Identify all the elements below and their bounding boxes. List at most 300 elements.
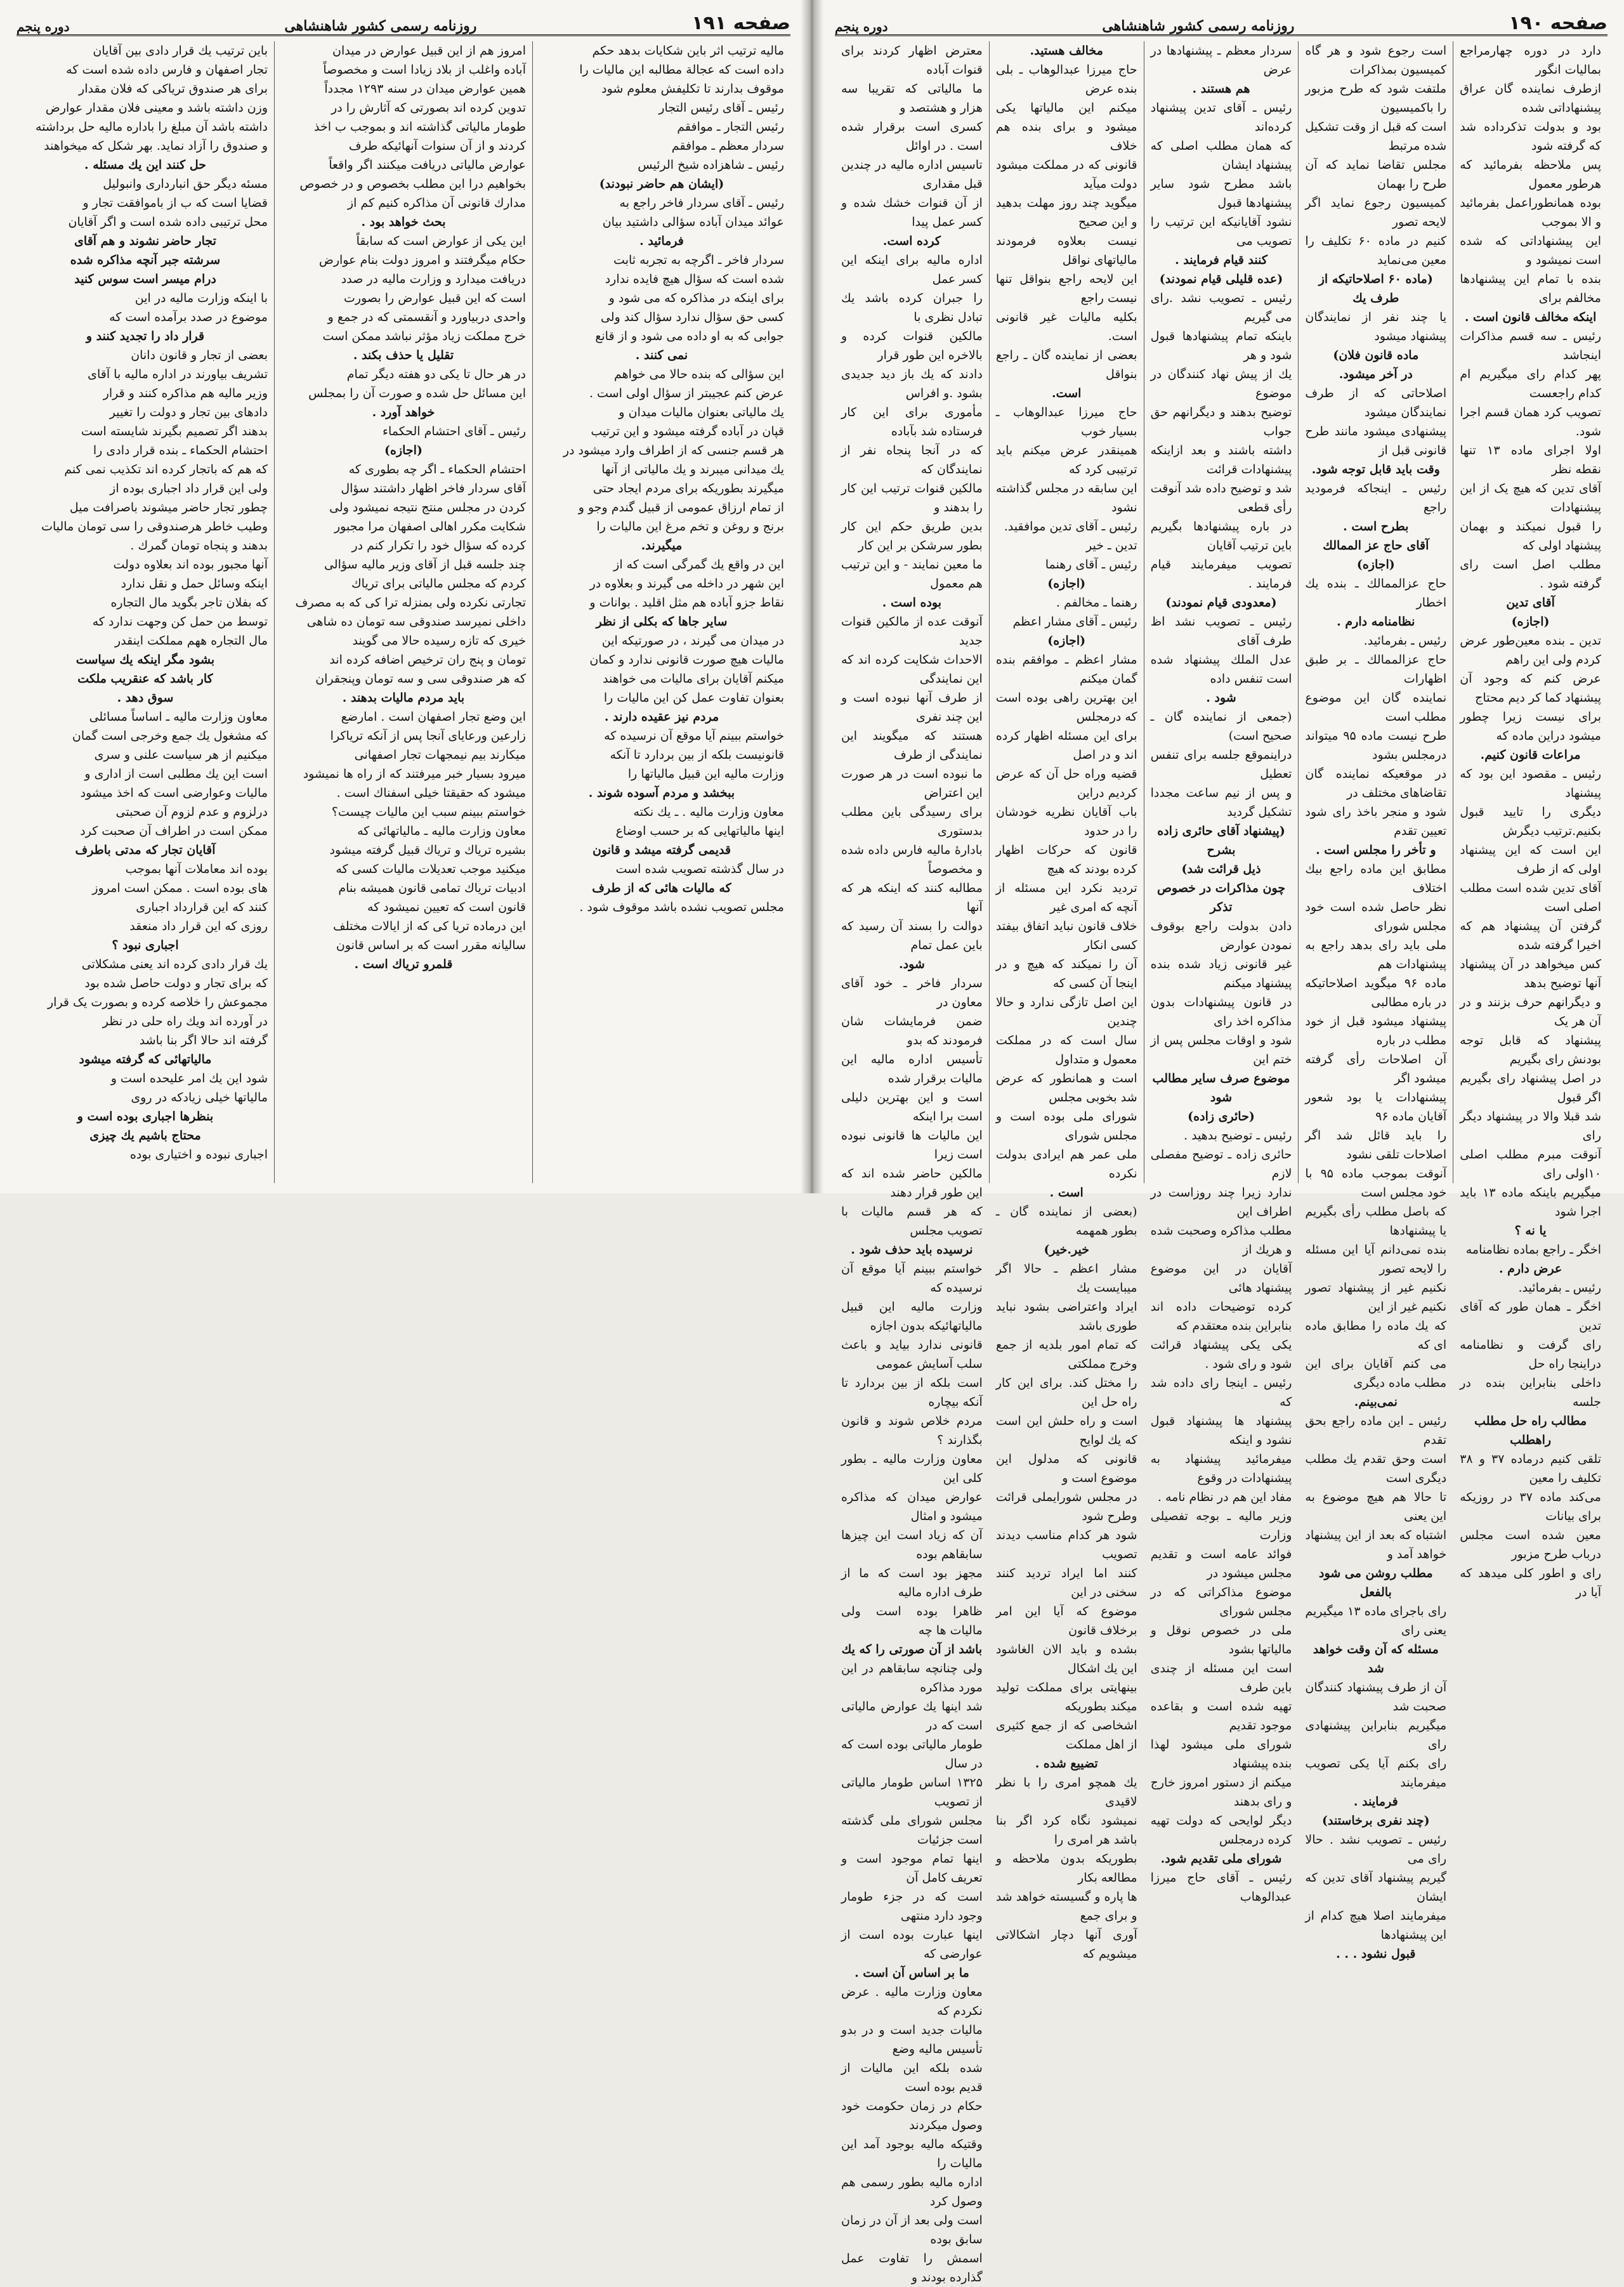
text-line: آباده واغلب از بلاد زیادا است و مخصوصاً [323,63,526,77]
text-line: نقاط جزو آباده هم مثل اقلید . بوانات و [589,596,784,610]
text-line: قانونی ندارد بیاید و باعث سلب آسایش عمومی [841,1338,983,1371]
text-line: سردار فاخر ـ خود آقای معاون در [841,976,983,1009]
text-line: ملی باید رای بدهد راجع به پیشنهادات هم [1305,938,1447,971]
text-line: میکنم این مالیاتها یکی میشود و برای بنده هم خلاف [995,101,1137,153]
text-line: میکنید موجب تعدیلات مالیات کسی که [336,862,526,876]
text-line: محل ترتیبی داده شده است و اگر آقایان [68,215,268,229]
text-line: است که این قبیل عوارض را بصورت [344,291,526,305]
text-line: مردم خلاص شوند و قانون بگذارند ؟ [841,1414,983,1447]
text-line: دادند که یك باز دید جدیدی بشود .و افراس [841,367,983,400]
text-line: آن که زیاد است این چیزها سابقاهم بوده [841,1528,983,1561]
text-line: اداره مالیه برای اینکه این کسر عمل [841,253,983,286]
text-line: اسمش را تفاوت عمل گذارده بودند و [841,2251,983,2284]
text-line: گرفتن آن پیشنهاد هم که اخیرا گرفته شده [1460,919,1601,952]
text-line: در قانون پیشنهادات بدون مذاکره اخذ رای [1150,995,1292,1028]
text-line: مالیات جدید است و در بدو تأسیس مالیه وضع [841,2023,983,2056]
text-line: است که قبل از وقت تشکیل شده مرتبط [1305,120,1447,153]
text-line: که مالیات هائی که از طرف [592,881,731,895]
text-line: گرفته اند حالا اگر بنا باشد [139,1033,268,1047]
text-line: (اجازه) [1047,577,1086,591]
text-line: بخواهیم درا این مطلب بخصوص و در خصوص [299,177,526,191]
text-line: شود هر کدام مناسب دیدند تصویب [995,1528,1137,1561]
text-line: کسی حق سؤال ندارد سؤال کند ولی [600,310,784,324]
text-line: عرض کنم که وجود آن پیشنهاد کما کر دیم محتاج [1460,672,1601,705]
text-line: نمیشود نگاه کرد اگر بنا باشد هر امری را [995,1814,1137,1847]
text-line: این است که این پیشنهاد اولی که از طرف [1460,843,1601,876]
text-line: رئیس ـ تصویب نشد . حالا رای می [1305,1833,1447,1866]
text-line: ضمن فرمایشات شان فرمودند که بدو [841,1014,983,1047]
text-line: چون مذاکرات در خصوص تذکر [1156,881,1286,914]
text-line: این وضع تجار اصفهان است . امارضع [341,710,526,724]
text-line: وزن داشته باشد و معینی فلان مقدار عوارض [45,101,268,115]
text-line: تلقی کنیم درماده ۳۷ و ۳۸ تکلیف را معین [1460,1452,1601,1485]
text-line: بکلیه مالیات غیر قانونی است. [995,310,1137,343]
text-line: (معدودی قیام نمودند) [1165,596,1277,610]
text-line: رئیس ـ تصویب نشد اظ طرف آقای [1150,615,1292,648]
text-line: (جمعی از نماینده گان ـ صحیح است) [1150,710,1292,743]
text-line: قانونیست بلکه از بین بردارد تا آنکه [610,748,784,762]
text-line: آنوقت مبرم مطلب اصلی ۱۰اولی رای [1460,1148,1601,1181]
text-line: میگیریم باینکه ماده ۱۳ باید اجرا شود [1460,1186,1601,1219]
text-line: مطلب مذاکره وصحبت شده و هریك از [1150,1224,1292,1257]
text-line: که باصل مطلب رأی بگیریم یا پیشنهادها [1305,1205,1447,1238]
text-line: در هر حال تا یکی دو هفته دیگر تمام [346,367,526,381]
text-line: عرض کنم عجیبتر از سؤال اولی است . [589,386,784,400]
text-line: برای این مسئله اظهار کرده اند و در اصل [995,729,1137,762]
text-line: طومار مالیاتی بوده است که در سال [841,1738,983,1771]
text-line: (عده قلیلی قیام نمودند) [1159,272,1283,286]
text-column [16,41,274,1183]
text-line: شود این يك امر علیحده است و [110,1071,268,1085]
text-line: در آورده اند ویك راه حلی در نظر [102,1014,268,1028]
text-line: اینها مالیاتهایی که بر حسب اوضاع [615,824,784,838]
text-line: یك از پیش نهاد کنندگان در موضوع [1150,367,1292,400]
text-line: دریافت میدارد و وزارت مالیه در صدد [341,272,526,286]
text-line: آقای حاج عز الممالك [1323,539,1429,553]
text-line: حکام در زمان حکومت خود وصول میکردند [841,2099,983,2132]
text-line: یك مالیاتی بعنوان مالیات میدان و [619,405,784,419]
text-line: معاون وزارت مالیه ـ بطور کلی این [841,1452,983,1485]
text-line: ما معین نمایند - و این ترتیب هم معمول [841,558,983,591]
text-line: است و همانطور که عرض شد بخوبی مجلس [995,1071,1137,1104]
text-line: مشار اعظم ـ حالا اگر میبایست یك [995,1262,1137,1295]
text-line: قرار داد را تجدید کنند و [86,329,205,343]
text-line: سایر جاها که بکلی از نظر [596,615,728,629]
text-line: یك همچو امری را با نظر لاقیدی [995,1776,1137,1809]
text-line: اخگر ـ همان طور که آقای تدین [1460,1300,1601,1333]
text-line: ماده قانون فلان) [1333,348,1419,362]
text-line: دیگر لوایحی که دولت تهیه کرده درمجلس [1150,1814,1292,1847]
text-line: حاج میرزا عبدالوهاب ـ بسیار خوب [995,405,1137,438]
text-line: خواستم ببینم سبب این مالیات چیست؟ [331,805,526,819]
text-line: و پس از نیم ساعت مجددا تشکیل گردید [1150,786,1292,819]
text-line: قپان در آباده گرفته میشود و این ترتیب [591,424,784,438]
text-line: مالیات وعوارضی است که اخذ میشود [80,786,268,800]
text-line: وقت باید قابل توجه شود. [1311,462,1440,476]
text-line: مردم نیز عقیده دارند . [604,710,719,724]
text-line: کنند که این قرارداد اجباری [136,900,268,914]
text-line: کردند و از آن سنوات آنهائیکه طرف [348,139,526,153]
text-line: تهیه شده است و بقاعده موجود تقدیم [1150,1700,1292,1733]
text-line: طرح نیست ماده ۹۵ میتواند درمجلس بشود [1305,729,1447,762]
journal-title: روزنامه رسمی کشور شاهنشاهی [1102,18,1295,34]
text-line: محتاج باشیم يك چیزی [89,1129,201,1143]
text-line: نظامنامه دارم . [1337,615,1415,629]
text-line: ۱۳۲۵ اساس طومار مالیاتی از تصویب [841,1776,983,1809]
text-line: مالیه ترتیب اثر باین شکایات بدهد حکم [592,44,784,58]
text-line: موضوع در صدد برآمده است که [109,310,268,324]
text-line: چند جلسه قبل از آقای وزیر مالیه سؤالی [324,558,526,572]
text-line: را باید قائل شد اگر اصلاحات تلقی نشود [1305,1129,1447,1162]
text-line: این شهر در داخله می گیرند و بعلاوه در [589,577,784,591]
text-line: اینها تمام موجود است و تعریف کامل آن [841,1852,983,1885]
text-line: مالکین قنوات کرده و بالاخره این طور قرار [841,329,983,362]
text-line: آوری آنها دچار اشکالاتی میشویم که [995,1928,1137,1961]
text-line: های بوده است . ممکن است امروز [92,881,268,895]
text-line: وزیر مالیه هم مذاکره کنند و قرار [103,386,268,400]
text-line: (ماده ۶۰ اصلاحاتیکه از طرف یك [1318,272,1433,305]
text-line: آن اصلاحات رأی گرفته میشود اگر [1305,1052,1447,1085]
text-line: باین ترتیب يك قرار دادی بین آقایان [93,44,268,58]
text-line: در مجلس شورایملی قرائت وطرح شود [995,1490,1137,1523]
text-line: این سابقه در مجلس گذاشته نشود [995,482,1137,514]
text-line: احتشام الحکماء ـ اگر چه بطوری که [348,462,526,476]
text-line: توسط من حمل کن وجهت ندارد که [92,615,268,629]
text-line: بدهند و پنجاه تومان گمرك . [130,539,268,553]
text-line: وطیب خاطر هرصندوقی را سی تومان مالیات [41,520,268,534]
text-line: تأسیس اداره مالیه این مالیات برقرار شده [841,1052,983,1085]
text-line: رهنما ـ مخالفم . [1056,596,1137,610]
text-line: رئیس ـ مقصود این بود که پیشنهاد [1460,767,1601,800]
text-line: است این مسئله از چندی باین طرف [1150,1661,1292,1694]
text-line: (اجازه) [1047,634,1086,648]
text-line: شد اینها یك عوارض مالیاتی است که در [841,1700,983,1733]
text-line: این اصل تازگی ندارد و حالا چندین [995,995,1137,1028]
text-line: (پیشنهاد آقای حائری زاده بشرح [1157,824,1285,857]
text-line: داشته باشند و بعد ازاینکه پیشنهادات قرائت [1150,443,1292,476]
text-line: عدل الملك پیشنهاد شده است تنفس داده [1150,653,1292,686]
text-line: مخالف هستید. [1030,44,1103,58]
text-line: بنظرها اجباری بوده است و [77,1110,214,1124]
text-line: اصلاحاتی که از طرف نمایندگان میشود [1305,386,1447,419]
text-line: کردم که مجلس مالیاتی برای تریاك [351,577,526,591]
text-line: کنیم در ماده ۶۰ تکلیف را معین می‌نماید [1305,234,1447,267]
text-line: رئیس ـ آقای حاج میرزا عبدالوهاب [1150,1871,1292,1904]
text-line: رئیس ـ این ماده راجع بحق تقدم [1305,1414,1447,1447]
text-line: داده است که عجالة مطالبه این مالیات را [579,63,784,77]
text-line: سردار معظم ـ موافقم [671,139,784,153]
text-line: است که در جزء طومار وجود دارد منتهی [841,1890,983,1923]
right-page [818,0,1624,2284]
text-line: گیریم پیشنهاد آقای تدین که ایشان [1305,1871,1447,1904]
text-line: واحدی دربیاورد و آنقسمتی که در جمع و [327,310,526,324]
text-line: پیشنهاد ها پیشنهاد قبول نشود و اینکه [1150,1414,1292,1447]
text-line: بنده نمی‌دانم آیا این مسئله را لایحه تصور [1305,1243,1447,1276]
text-line: رای بکنم آیا یکی تصویب میفرمایند [1305,1757,1447,1790]
text-line: مجهز بود است که ما از طرف اداره مالیه [841,1566,983,1599]
text-line: این درماده تریا کی که از ایالات مختلف [333,919,526,933]
text-line: اخگر ـ راجع بماده نظامنامه [1465,1243,1601,1257]
text-line: جوابی که به او داده می شود و از قانع [595,329,784,343]
text-line: قلمرو تریاك است . [354,957,453,971]
text-line: سردار فاخر ـ اگرچه به تجربه ثابت [613,253,784,267]
text-line: (ایشان هم حاضر نبودند) [599,177,724,191]
text-line: هر قسم جنسی که از اطراف وارد میشود در [563,443,784,457]
text-line: و صندوق را آزاد نماید. بهر شکل که میخواهند [44,139,268,153]
text-line: آن از طرف پیشنهاد کنندگان صحبت شد [1305,1681,1447,1714]
text-line: باید مردم مالیات بدهند . [342,691,465,705]
text-line: رئیس ـ بفرمائید. [1363,634,1447,648]
text-line: وزارت مالیه این قبیل مالیاتها را [627,767,784,781]
text-line: قانون است که تعیین نمیشود که [367,900,526,914]
text-line: بوده اند معاملات آنها بموجب [125,862,268,876]
text-line: تاسیس اداره مالیه در چندین قبل مقداری [841,158,983,191]
text-line: اینکه مخالف قانون است . [1464,310,1597,324]
text-line: کنند اما ایراد تردید کنند سخنی در این [995,1566,1137,1599]
text-line: دیگری را تایید قبول بکنیم.ترتیب دیگرش [1460,805,1601,838]
text-line: رای گرفت و نظامنامه دراینجا راه حل [1460,1338,1601,1371]
text-line: شده بلکه این مالیات از قدیم بوده است [841,2061,983,2094]
text-line: پیشنهاد که قابل توجه بودنش رای بگیریم [1460,1033,1601,1066]
text-line: مجلس تقاضا نماید که آن طرح را بهمان [1305,158,1447,191]
text-line: یا چند نفر از نمایندگان پیشنهاد میشود [1305,310,1447,343]
text-line: قبول نشود . . . [1336,1947,1416,1961]
text-line: مالیات هیچ صورت قانونی ندارد و کمان [589,653,784,667]
text-line: همین عوارض میدان در سنه ۱۲۹۳ مجدداً [324,82,526,96]
text-line: احتشام الحکماء ـ بنده قرار دادی را [93,443,268,457]
text-line: نمی کنند . [635,348,688,362]
text-line: بدهند اگر تصمیم بگیرند شایسته است [81,424,268,438]
text-line: عوارض مالیاتی دریافت میکنند اگر واقعاً [329,158,526,172]
text-line: ایراد واعتراضی بشود نباید طوری باشد [995,1300,1137,1333]
text-line: رئیس ـ آقای رئیس التجار [658,101,784,115]
text-line: فرمائید . [639,234,684,248]
text-line: این سؤالی که بنده حالا می خواهم [614,367,784,381]
text-line: بوده همانطوراعمل بفرمائید و الا بموجب [1460,196,1601,229]
text-line: الاحداث شکایت کرده اند که این نمایندگی [841,653,983,686]
text-column [835,41,989,2284]
text-line: کرده توضیحات داده اند بنابراین بنده معتقدم که [1150,1300,1292,1333]
text-line: مدارك قانونی آن مذاکره کنیم کم از [347,196,526,210]
text-line: کرده است. [882,234,941,248]
text-line: چطور تجار حاضر میشوند باصرافت میل [69,501,268,514]
text-line: همینقدر عرض میکنم باید ترتیبی کرد که [995,443,1137,476]
text-line: ولی این قرار داد اجباری بوده از [110,482,268,495]
text-line: مطلب روشن می شود بالفعل [1319,1566,1433,1599]
text-line: میگیرند بطوریکه برای مردم ایجاد حتی [593,482,784,495]
text-line: برای رسیدگی باین مطلب بدستوری [841,805,983,838]
page-number: صفحه ۱۹۱ [691,12,790,34]
text-line: است و راه حلش این است که یك لوایح [995,1414,1137,1447]
text-line: مأموری برای این کار فرستاده شد بآباده [841,405,983,438]
text-line: است رجوع شود و هر گاه کمیسیون بمذاکرات [1305,44,1447,77]
text-line: مجموعش را خلاصه کرده و بصورت یک قرار [47,995,268,1009]
text-line: قدیمی گرفته میشد و قانون [592,843,731,857]
text-line: تصویب کرد همان قسم اجرا شود. [1460,405,1601,438]
text-line: (اجازه) [1511,615,1550,629]
page-number: صفحه ۱۹۰ [1509,12,1608,34]
text-line: فوائد عامه است و تقدیم مجلس میشود در [1150,1547,1292,1580]
text-line: باینکه تمام پیشنهادها قبول شود و هر [1150,329,1292,362]
text-line: شکایت مکرر اهالی اصفهان مرا مجبور [334,520,526,534]
text-line: است وحق تقدم یك مطلب دیگری است [1305,1452,1447,1485]
text-line: حاج عزالممالك ـ بر طبق اظهارات [1305,653,1447,686]
text-line: که هر صندوقی سی و سه تومان وپنجقران [315,672,526,686]
text-line: اینها عبارت بوده است از عوارضی که [841,1928,983,1961]
text-line: هم هستند . [1192,82,1250,96]
text-line: موضوع که آیا این امر برخلاف قانون [995,1604,1137,1637]
text-line: برای نیست زیرا چطور میشود دراین ماده که [1460,710,1601,743]
text-line: تضییع شده . [1035,1757,1098,1771]
text-line: بعضی از نماینده گان ـ راجع بنواقل [995,348,1137,381]
text-line: طومار مالیاتی گذاشته اند و بموجب ب اخذ [314,120,526,134]
text-line: (بعضی از نماینده گان ـ بطور همهمه [995,1205,1137,1238]
text-line: میگیرند. [641,539,683,553]
text-line: است. [1051,386,1082,400]
text-line: باشد از آن صورتی را که یك [841,1642,983,1656]
text-line: ملتفت شود که طرح مزبور را باکمیسیون [1305,82,1447,115]
text-line: رئیس ـ تصویب نشد .رای می گیریم [1150,291,1292,324]
text-line: بدین طریق حکم این کار بطور سرشکن بر این کار [841,520,983,553]
text-line: (حائری زاده) [1188,1110,1255,1124]
text-line: عوارض میدان که مذاکره میشود و امثال [841,1490,983,1523]
text-line: عوائد میدان آباده سؤالی داشتید بیان [602,215,784,229]
text-line: خواهد آورد . [372,405,435,419]
text-line: شود و منجر باخذ رای شود تعیین تقدم [1305,805,1447,838]
text-line: است بلکه از بین بردارد تا آنکه بیچاره [841,1376,983,1409]
period-label: دوره پنجم [16,19,70,34]
text-line: بشده و باید الان الغاشود این یك اشکال [995,1642,1137,1675]
text-line: رئیس ـ آقای تدین پیشنهاد کرده‌اند [1150,101,1292,134]
text-line: شورای ملی میشود لهذا بنده پیشنهاد [1150,1738,1292,1771]
text-line: روزی که این قرار داد منعقد [129,919,268,933]
text-line: (اجازه) [1356,558,1395,572]
text-line: برنج و روغن و تخم مرغ این مالیات را [596,520,784,534]
text-line: تدوین کرده اند بصورتی که آثارش را در [331,101,526,115]
text-line: بطوریکه بدون ملاحظه و مطالعه بکار [995,1852,1137,1885]
text-line: بادارهٔ مالیه فارس داده شده و مخصوصاً [841,843,983,876]
text-line: خرج مملکت زیاد مؤثر نباشد ممکن است [322,329,526,343]
text-line: آنوقت عده از مالکین قنوات جدید [841,615,983,648]
text-line: سال است که در مملکت معمول و متداول [995,1033,1137,1066]
text-line: است ولی بعد از آن در زمان سابق بوده [841,2213,983,2246]
text-line: زارعین ورعایای آنجا پس از آنکه تریاکرا [330,729,526,743]
text-line: تصویب میفرمایند قیام فرمایند . [1150,558,1292,591]
text-line: امروز هم از این قبیل عوارض در میدان [332,44,526,58]
text-line: درلزوم و عدم لزوم آن صحبتی [115,805,268,819]
text-line: رئیس ـ شاهزاده شیخ الرئیس [638,158,784,172]
text-line: شده است که سؤال هیچ فایده ندارد [605,272,784,286]
text-line: رئیس ـ بفرمائید. [1518,1281,1601,1295]
text-line: و دیگرانهم حرف بزنند و در آن هر یک [1460,995,1601,1028]
text-line: آقایان تجار که مدتی باطرف [75,843,216,857]
text-line: را جبران کرده باشد یك تبادل نظری با [841,291,983,324]
text-line: شود و اوقات مجلس پس از ختم این [1150,1033,1292,1066]
text-line: بحث خواهد بود . [361,215,446,229]
text-line: ما مالیاتی که تقریبا سه هزار و هشتصد و [841,82,983,115]
text-line: از تمام ارزاق عمومی از قبیل گندم وجو و [578,501,784,514]
text-line: است این یك مطلبی است از اداری و [84,767,268,781]
text-line: سوق دهد . [117,691,174,705]
text-line: میرود بسیار خبر میرفتند که از راه ها نمیشود [303,767,526,781]
text-line: رئیس التجار ـ موافقم [677,120,784,134]
text-line: مالیاتهائی که گرفته میشود [79,1052,212,1066]
text-line: سردار معظم ـ پیشنهادها در عرض [1150,44,1292,77]
text-line: که برای تجار و دولت حاصل شده بود [84,976,268,990]
text-line: نرسیده باید حذف شود . [851,1243,973,1257]
text-line: تردید نکرد این مسئله از آنچه که امری غیر [995,881,1137,914]
text-line: که هر قسم مالیات با تصویب مجلس [841,1205,983,1238]
text-line: آنوقت بموجب ماده ۹۵ با خود مجلس است [1305,1167,1447,1200]
text-line: قضیه وراه حل آن که عرض کردیم دراین [995,767,1137,800]
text-line: موضوع صرف سایر مطالب شود [1152,1071,1290,1104]
left-page [0,0,807,1193]
text-line: دارد در دوره چهارمراجع بمالیات انگور [1460,44,1601,77]
text-line: ملی در خصوص نوقل و مالیاتها بشود [1150,1623,1292,1656]
text-line: است . [1049,1186,1084,1200]
text-line: تا حالا هم هیچ موضوع به این یعنی [1305,1490,1447,1523]
text-line: مال التجاره ههم مملکت اینقدر [115,634,268,648]
text-line: سالیانه مقرر است که بر اساس قانون [336,938,526,952]
text-line: نیست بعلاوه فرمودند مالیاتهای نواقل [995,234,1137,267]
text-line: مطلب اصل است رای گرفته شود . [1460,558,1601,591]
right-page-header [835,9,1608,36]
text-line: کار باشد که عنقریب ملکت [77,672,213,686]
text-line: شد و توضیح داده شد آنوقت رأی قطعی [1150,482,1292,514]
text-line: قضایا است که ب از باموافقت تجار و [82,196,268,210]
left-page-header [16,9,790,36]
text-line: هستند که میگویند این نمایندگی از طرف [841,729,983,762]
text-line: دادهای بین تجار و دولت را تغییر [109,405,268,419]
text-line: در سال گذشته تصویب شده است [615,862,784,876]
text-line: نکنیم غیر از پیشنهاد تصور نکنیم غیر از این [1305,1281,1447,1314]
text-line: مسئه دیگر حق انبارداری وانبولیل [103,177,268,191]
text-line: نماینده گان این موضوع مطلب است [1305,691,1447,724]
text-line: از طرف آنها نبوده است و این چند نفری [841,691,983,724]
text-line: مجلس تصویب نشده باشد موقوف شود . [579,900,784,914]
text-column [1453,41,1608,1599]
text-line: اشخاصی که از جمع کثیری از اهل مملکت [995,1719,1137,1752]
text-line: کس میخواهد در آن پیشنهاد آنها توضیح بدهد [1460,957,1601,990]
text-line: یك میدانی میبرند و یك مالیاتی از آنها [601,462,784,476]
text-line: شود. [899,957,925,971]
text-line: که تمام امور بلدیه از جمع وخرج مملکتی [995,1338,1137,1371]
text-line: کمیسیون رجوع نماید اگر لایحه تصور [1305,196,1447,229]
text-line: در اصل پیشنهاد رای بگیریم اگر قبول [1460,1071,1601,1104]
text-line: حاج عزالممالك ـ بنده یك اخطار [1305,577,1447,610]
text-line: آقایان در این موضوع پیشنهاد هائی [1150,1262,1292,1295]
text-line: اینکه وسائل حمل و نقل ندارد [121,577,268,591]
text-line: شورای ملی بوده است و مجلس شورای [995,1110,1137,1143]
text-line: مطالبه کنند که اینکه هر که آنها [841,881,983,914]
text-column [989,41,1144,1961]
text-line: شد قبلا والا در پیشنهاد دیگر رای [1460,1110,1601,1143]
text-line: که بفلان تاجر بگوید مال التجاره [110,596,268,610]
text-line: معاون وزارت مالیه ـ اساساً مسائلی [89,710,268,724]
text-line: برای اینکه در مذاکره که می شود و [608,291,784,305]
text-line: شورای ملی تقدیم شود. [1160,1852,1282,1866]
text-line: غیر قانونی زیاد شده بنده پیشنهاد میکنم [1150,957,1292,990]
text-line: ولی چنانچه سابقاهم در این مورد مذاکره [841,1661,983,1694]
text-line: ملی عمر هم ایرادی بدولت نکرده [995,1148,1137,1181]
text-line: تومان و پنج ران ترخیص اضافه کرده اند [329,653,526,667]
text-line: رئیس ـ اینجا رای داده شد که [1150,1376,1292,1409]
text-line: رئیس ـ آقای رهنما [1045,558,1137,572]
text-line: وزیر مالیه ـ بوجه تفصیلی وزارت [1150,1509,1292,1542]
text-line: را قبول نمیکند و بهمان پیشنهاد اولی که [1460,520,1601,553]
text-line: حائری زاده ـ توضیح مفصلی لازم [1150,1148,1292,1181]
text-line: یا نه ؟ [1514,1224,1547,1238]
